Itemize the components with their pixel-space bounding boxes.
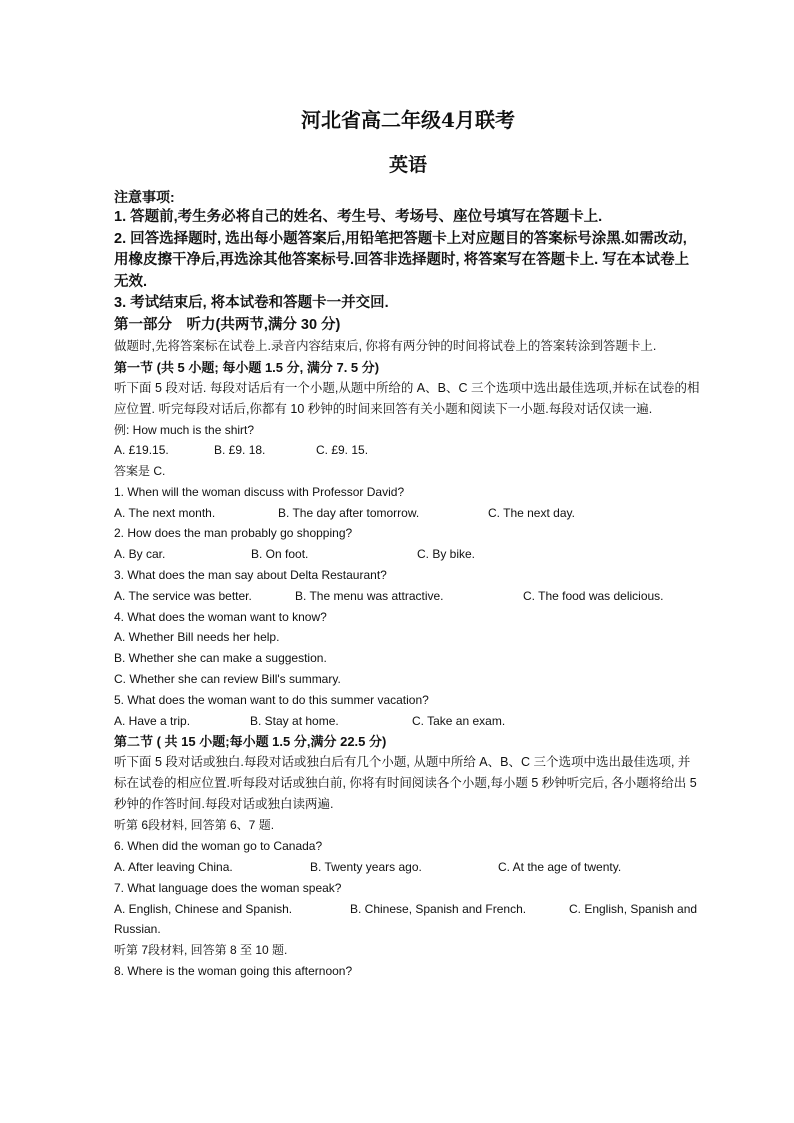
example-question: 例: How much is the shirt?: [114, 422, 255, 437]
option-a: A. The next month.: [114, 505, 216, 520]
option-a: A. By car.: [114, 547, 166, 562]
question-2: 2. How does the man probably go shopping?: [114, 526, 353, 541]
option-b: B. The menu was attractive.: [295, 588, 444, 603]
question-6-options: [114, 857, 702, 878]
option-a: A. After leaving China.: [114, 860, 233, 875]
question-7-options: [114, 899, 702, 920]
question-2-options: [114, 544, 702, 565]
option-c: C. By bike.: [417, 547, 476, 562]
option-c: C. At the age of twenty.: [498, 860, 622, 875]
example-options: [114, 440, 702, 461]
option-b: B. Chinese, Spanish and French.: [350, 901, 527, 916]
option-a: A. £19.15.: [114, 443, 169, 458]
question-7-option-c-continuation: Russian.: [114, 922, 161, 937]
question-4-option-c: C. Whether she can review Bill's summary.: [114, 672, 341, 687]
option-c: C. Take an exam.: [412, 713, 506, 728]
notice-item-2: 2. 回答选择题时, 选出每小题答案后,用铅笔把答题卡上对应题目的答案标号涂黑.如需改动, 用橡皮擦干净后,再选涂其他答案标号.回答非选择题时, 将答案写在答题卡上. 写在本试卷上无效.: [114, 230, 690, 290]
option-c: C. English, Spanish and: [569, 901, 698, 916]
question-8: 8. Where is the woman going this afternoon?: [114, 964, 353, 979]
material-7-note: 听第 7段材料, 回答第 8 至 10 题.: [114, 943, 288, 958]
section2-instruction: 听下面 5 段对话或独白.每段对话或独白后有几个小题, 从题中所给 A、B、C 三个选项中选出最佳选项, 并标在试卷的相应位置.听每段对话或独白前, 你将有时间阅读各个小题,每小题 5 秒钟听完后, 各小题将给出 5 秒钟的作答时间.每段对话或独白读两遍.: [114, 755, 697, 812]
notice-item-3: 3. 考试结束后, 将本试卷和答题卡一并交回.: [114, 295, 389, 311]
option-a: A. English, Chinese and Spanish.: [114, 901, 293, 916]
exam-page: [114, 100, 702, 982]
question-3-options: [114, 586, 702, 607]
option-c: C. The food was delicious.: [523, 588, 664, 603]
question-6: 6. When did the woman go to Canada?: [114, 839, 323, 854]
section1-instruction: 听下面 5 段对话. 每段对话后有一个小题,从题中所给的 A、B、C 三个选项中选出最佳选项,并标在试卷的相应位置. 听完每段对话后,你都有 10 秒钟的时间来回答有关小题和阅读下一小题.每段对话仅读一遍.: [114, 380, 700, 416]
question-4: 4. What does the woman want to know?: [114, 609, 327, 624]
option-c: C. £9. 15.: [316, 443, 369, 458]
option-b: B. Twenty years ago.: [310, 860, 422, 875]
option-b: B. On foot.: [251, 547, 309, 562]
option-a: A. Have a trip.: [114, 713, 191, 728]
question-4-option-a: A. Whether Bill needs her help.: [114, 630, 280, 645]
part1-instruction: 做题时,先将答案标在试卷上.录音内容结束后, 你将有两分钟的时间将试卷上的答案转涂到答题卡上.: [114, 338, 657, 353]
question-1-options: [114, 503, 702, 524]
question-4-option-b: B. Whether she can make a suggestion.: [114, 651, 327, 666]
example-answer: 答案是 C.: [114, 464, 166, 479]
page-title: 河北省高二年级4月联考: [301, 108, 515, 132]
notice-heading: 注意事项:: [114, 189, 175, 205]
option-a: A. The service was better.: [114, 588, 252, 603]
option-b: B. Stay at home.: [250, 713, 339, 728]
question-5-options: [114, 711, 702, 732]
option-c: C. The next day.: [488, 505, 575, 520]
subject-title: 英语: [388, 154, 427, 176]
notice-item-1: 1. 答题前,考生务必将自己的姓名、考生号、考场号、座位号填写在答题卡上.: [114, 209, 603, 225]
option-b: B. The day after tomorrow.: [278, 505, 420, 520]
section1-heading: 第一节 (共 5 小题; 每小题 1.5 分, 满分 7. 5 分): [114, 359, 380, 375]
question-3: 3. What does the man say about Delta Restaurant?: [114, 568, 387, 583]
option-b: B. £9. 18.: [214, 443, 266, 458]
section2-heading: 第二节 ( 共 15 小题;每小题 1.5 分,满分 22.5 分): [114, 734, 387, 750]
question-7: 7. What language does the woman speak?: [114, 880, 342, 895]
part1-heading: 第一部分 听力(共两节,满分 30 分): [114, 316, 341, 333]
material-6-note: 听第 6段材料, 回答第 6、7 题.: [114, 818, 275, 833]
question-1: 1. When will the woman discuss with Professor David?: [114, 484, 405, 499]
question-5: 5. What does the woman want to do this summer vacation?: [114, 692, 429, 707]
